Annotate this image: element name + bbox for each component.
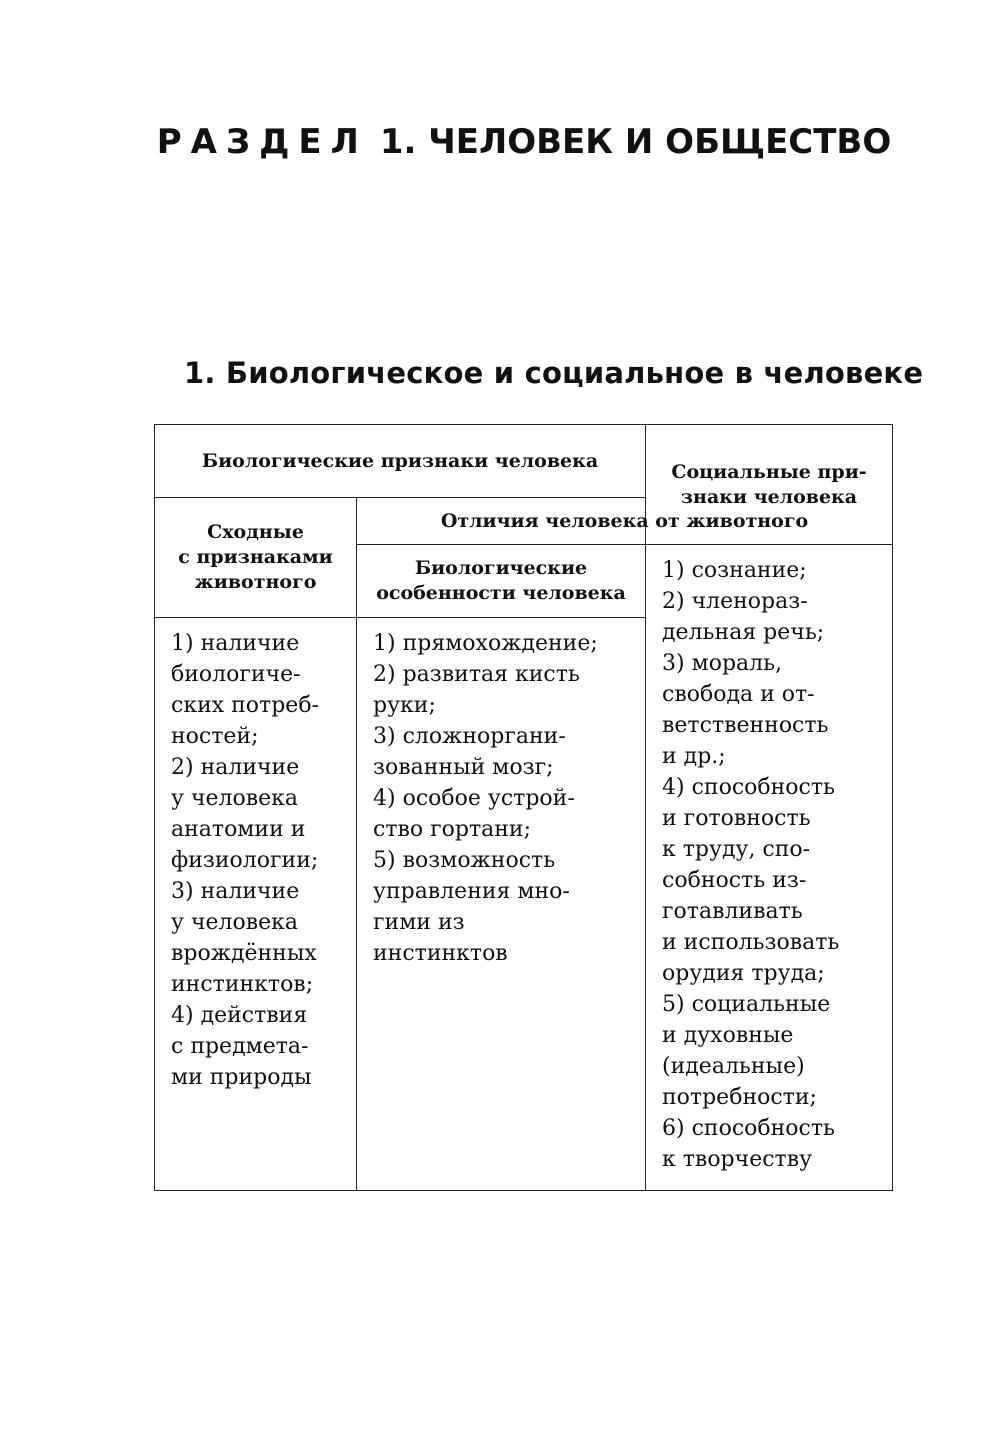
list-item: 1) сознание; <box>662 558 807 583</box>
social-traits-list <box>646 545 893 1191</box>
list-item: потребности; <box>662 1085 817 1110</box>
list-item: и духовные <box>662 1023 794 1048</box>
table-row <box>155 425 893 498</box>
list-item: врождённых <box>171 941 317 966</box>
list-item: 3) мораль, <box>662 651 783 676</box>
list-item: 3) сложноргани- <box>373 724 566 749</box>
list-item: 5) социальные <box>662 992 831 1017</box>
section-title <box>0 122 1000 162</box>
list-item: к труду, спо- <box>662 837 811 862</box>
header-social-line: знаки человека <box>680 485 858 508</box>
header-similar-to-animals <box>155 498 357 618</box>
section-word: РАЗДЕЛ <box>156 122 368 162</box>
list-item: у человека <box>171 910 298 935</box>
header-bio-features-line: Биологические <box>414 557 588 579</box>
list-item: с предмета- <box>171 1034 309 1059</box>
list-item: инстинктов <box>373 941 508 966</box>
list-item: и использовать <box>662 930 840 955</box>
list-item: готавливать <box>662 899 803 924</box>
list-item: дельная речь; <box>662 620 825 645</box>
list-item: управления мно- <box>373 879 570 904</box>
list-item: и др.; <box>662 744 726 769</box>
header-biological-features <box>357 545 646 618</box>
list-item: собность из- <box>662 868 807 893</box>
list-item: (идеальные) <box>662 1054 805 1079</box>
list-item: 4) способность <box>662 775 836 800</box>
list-item: 6) способность <box>662 1116 836 1141</box>
header-similar-line: Сходные <box>207 521 304 543</box>
header-biological-traits: Биологические признаки человека <box>155 425 646 498</box>
header-differences: Отличия человека от животного <box>357 498 893 545</box>
list-item: анатомии и <box>171 817 306 842</box>
header-bio-features-line: особенности человека <box>376 582 626 604</box>
list-item: 4) действия <box>171 1003 308 1028</box>
section-rest: 1. ЧЕЛОВЕК И ОБЩЕСТВО <box>379 122 892 162</box>
list-item: 3) наличие <box>171 879 300 904</box>
list-item: ветственность <box>662 713 829 738</box>
list-item: ми природы <box>171 1065 312 1090</box>
list-item: зованный мозг; <box>373 755 554 780</box>
list-item: и готовность <box>662 806 811 831</box>
list-item: 2) членораз- <box>662 589 808 614</box>
list-item: к творчеству <box>662 1147 813 1172</box>
list-item: 1) прямохождение; <box>373 631 598 656</box>
list-item: руки; <box>373 693 436 718</box>
list-item: у человека <box>171 786 298 811</box>
list-item: инстинктов; <box>171 972 314 997</box>
list-item: 4) особое устрой- <box>373 786 575 811</box>
header-similar-line: с признаками <box>178 546 333 568</box>
similar-traits-list <box>155 618 357 1191</box>
list-item: 2) развитая кисть <box>373 662 580 687</box>
list-item: ностей; <box>171 724 259 749</box>
list-item: биологиче- <box>171 662 301 687</box>
list-item: орудия труда; <box>662 961 825 986</box>
list-item: ских потреб- <box>171 693 319 718</box>
list-item: 5) возможность <box>373 848 556 873</box>
comparison-table <box>154 424 893 1191</box>
chapter-title: 1. Биологическое и социальное в человеке <box>184 356 924 390</box>
header-social-line: Социальные при- <box>671 460 867 483</box>
list-item: физиологии; <box>171 848 319 873</box>
header-similar-line: животного <box>194 571 317 593</box>
list-item: гими из <box>373 910 465 935</box>
biological-features-list <box>357 618 646 1191</box>
list-item: свобода и от- <box>662 682 815 707</box>
list-item: 2) наличие <box>171 755 300 780</box>
list-item: ство гортани; <box>373 817 531 842</box>
list-item: 1) наличие <box>171 631 300 656</box>
